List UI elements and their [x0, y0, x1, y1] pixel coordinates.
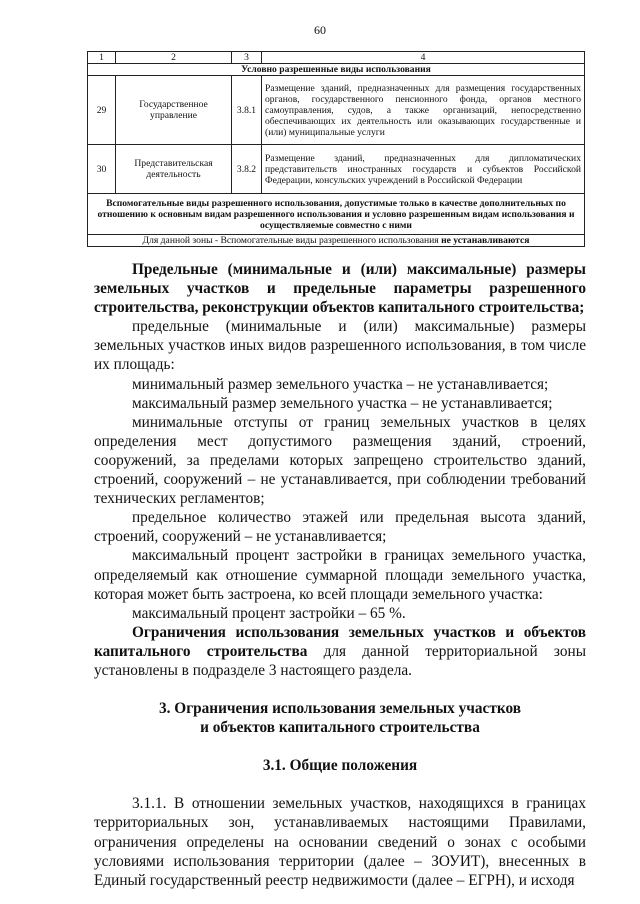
aux-title-row	[88, 194, 585, 235]
note-cell	[88, 235, 585, 247]
row-number: 29	[88, 76, 116, 145]
section-3-heading-line2: и объектов капитального строительства	[200, 719, 480, 737]
row-description: Размещение зданий, предназначенных для размещения государственных органов, государственного пенсионного фонда, органов местного самоуправления, судов, а также организаций, непосредственно обеспечивающих их деятельность или оказывающих государственные и (или) муниципальные услуги	[262, 76, 585, 145]
section-3-heading-line1: 3. Ограничения использования земельных участков	[159, 700, 521, 718]
note-bold: не устанавливаются	[441, 235, 530, 246]
paragraph: минимальные отступы от границ земельных участков в целях определения мест допустимого размещения зданий, строений, сооружений, за пределами которых запрещено строительство зданий, строений, сооружений – не устанавливается, при соблюдении требований технических регламентов;	[94, 413, 586, 508]
table-header-row	[88, 52, 585, 64]
row-description: Размещение зданий, предназначенных для дипломатических представительств иностранных государств и субъектов Российской Федерации, консульских учреждений в Российской Федерации	[262, 145, 585, 194]
col-header-1: 1	[88, 52, 116, 64]
paragraph: максимальный процент застройки – 65 %.	[132, 604, 406, 622]
paragraph-restrictions	[94, 623, 586, 680]
paragraph-limits-heading: Предельные (минимальные и (или) максимальные) размеры земельных участков и предельные параметры разрешенного строительства, реконструкции объектов капитального строительства;	[94, 261, 586, 317]
section-title-row	[88, 64, 585, 76]
row-code: 3.8.2	[232, 145, 262, 194]
note-prefix: Для данной зоны - Вспомогательные виды разрешенного использования	[142, 235, 439, 246]
table-row	[88, 76, 585, 145]
section-3-1-heading: 3.1. Общие положения	[262, 757, 418, 775]
col-header-3: 3	[232, 52, 262, 64]
row-name: Государственное управление	[116, 76, 232, 145]
paragraph: 3.1.1. В отношении земельных участков, находящихся в границах территориальных зон, устанавливаемых настоящими Правилами, ограничения определены на основании сведений о зонах с особыми условиями использования территории (далее – ЗОУИТ), внесенных в Единый государственный реестр недвижимости (далее – ЕГРН), и исходя	[94, 795, 586, 889]
section-3-heading	[94, 699, 586, 737]
section-title: Условно разрешенные виды использования	[88, 64, 585, 76]
table-row	[88, 145, 585, 194]
paragraph: минимальный размер земельного участка – не устанавливается;	[132, 375, 549, 393]
paragraph: максимальный размер земельного участка – не устанавливается;	[132, 394, 553, 412]
paragraph: предельные (минимальные и (или) максимальные) размеры земельных участков иных видов разрешенного использования, в том числе их площадь:	[94, 318, 586, 374]
paragraph: предельное количество этажей или предельная высота зданий, строений, сооружений – не устанавливается;	[94, 509, 586, 546]
row-name: Представительская деятельность	[116, 145, 232, 194]
land-use-table	[87, 51, 585, 247]
aux-title: Вспомогательные виды разрешенного использования, допустимые только в качестве дополнительных по отношению к основным видам разрешенного использования и условно разрешенным видам использования и осуществляемые совместно с ними	[88, 194, 585, 235]
body-text	[94, 260, 586, 890]
row-code: 3.8.1	[232, 76, 262, 145]
col-header-2: 2	[116, 52, 232, 64]
row-number: 30	[88, 145, 116, 194]
restrictions-rest: для данной территориальной зоны установлены в подразделе 3 настоящего раздела.	[94, 642, 586, 679]
note-row	[88, 235, 585, 247]
col-header-4: 4	[262, 52, 585, 64]
restrictions-bold: Ограничения использования земельных участков и объектов капитального строительства	[94, 623, 586, 660]
page-number: 60	[314, 23, 326, 37]
paragraph: максимальный процент застройки в границах земельного участка, определяемый как отношение суммарной площади земельного участка, которая может быть застроена, ко всей площади земельного участка:	[94, 547, 586, 603]
